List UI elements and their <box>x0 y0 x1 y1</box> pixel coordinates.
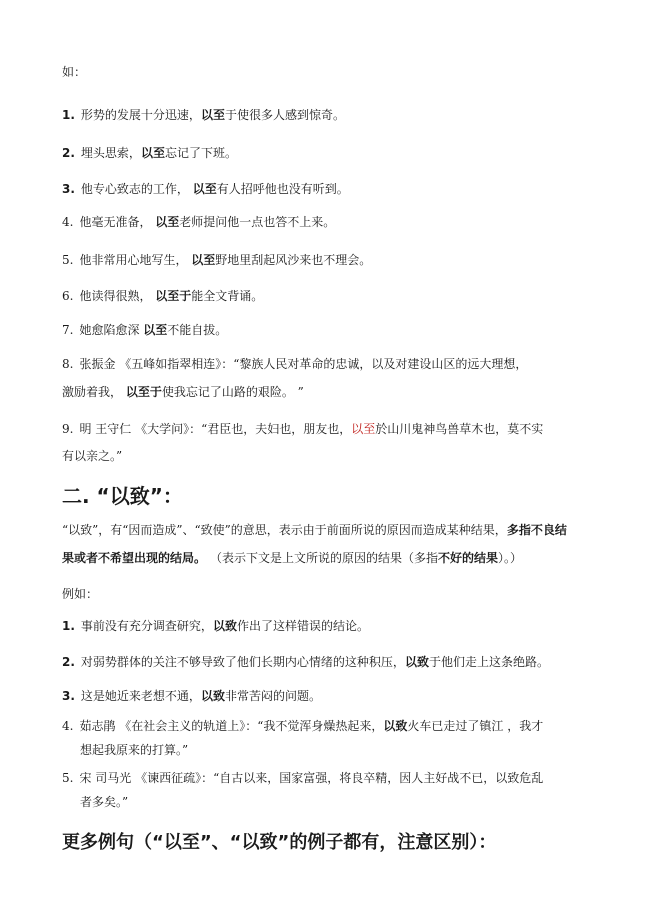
list-item-continuation <box>80 790 610 814</box>
item-text: 老师提问他一点也答不上来。 <box>179 215 336 229</box>
item-text: 他读得很熟， <box>79 289 156 303</box>
keyword: 以至于 <box>155 289 192 303</box>
item-text: 他非常用心地写生， <box>79 253 192 267</box>
item-text: 火车已走过了镇江 ，我才 <box>407 719 544 733</box>
item-text: 不能自拔。 <box>167 323 228 337</box>
keyword: 以至 <box>200 108 225 122</box>
item-number: 5. <box>62 771 74 785</box>
item-text: 有以亲之。” <box>62 449 123 463</box>
desc-text: “以致”，有“因而造成”、“致使”的意思，表示由于前面所说的原因而造成某种结果， <box>62 523 507 537</box>
list-item-continuation <box>80 738 610 762</box>
keyword: 以至 <box>155 215 180 229</box>
item-text: 宋 司马光 《谏西征疏》：“自古以来，国家富强，将良卒精，因人主好战不已，以致危乱 <box>79 771 544 785</box>
desc-emphasis: 多指不良结 <box>506 523 567 537</box>
item-text: 茹志鹃 《在社会主义的轨道上》：“我不觉浑身燥热起来， <box>79 719 384 733</box>
item-number: 8. <box>62 357 74 371</box>
section-heading: 二. “以致”： <box>62 484 183 508</box>
keyword: 以至 <box>140 146 165 160</box>
item-text: 激励着我， <box>62 385 126 399</box>
item-text: 有人招呼他也没有听到。 <box>216 182 349 196</box>
item-text: 使我忘记了山路的艰险。 ” <box>161 385 304 399</box>
item-text: 埋头思索， <box>80 146 141 160</box>
item-text: 野地里刮起风沙来也不理会。 <box>215 253 372 267</box>
desc-emphasis: 不好的结果 <box>438 551 499 565</box>
item-text: 事前没有充分调查研究， <box>80 619 213 633</box>
list-item-continuation <box>62 380 610 404</box>
item-number: 2. <box>62 655 75 669</box>
list-item <box>62 210 610 234</box>
item-text: 忘记了下班。 <box>164 146 237 160</box>
desc-text: （表示下文是上文所说的原因的结果（多指 <box>216 551 439 565</box>
list-item-continuation <box>62 444 610 468</box>
desc-text: ）。） <box>498 551 523 565</box>
list-item <box>62 284 610 308</box>
item-text: 者多矣。” <box>80 795 129 809</box>
item-number: 3. <box>62 689 75 703</box>
list-item <box>62 766 610 790</box>
list-item <box>62 248 610 272</box>
item-text: 于他们走上这条绝路。 <box>428 655 549 669</box>
section-description <box>62 546 610 570</box>
item-text: 他毫无准备， <box>79 215 156 229</box>
keyword: 以致 <box>383 719 408 733</box>
keyword: 以致 <box>404 655 429 669</box>
desc-emphasis: 果或者不希望出现的结局。 <box>62 551 207 565</box>
list-item <box>62 141 610 165</box>
section-description <box>62 518 610 542</box>
item-number: 3. <box>62 182 75 196</box>
item-number: 5. <box>62 253 74 267</box>
keyword: 以至于 <box>125 385 162 399</box>
list-item <box>62 614 610 638</box>
keyword: 以至 <box>143 323 168 337</box>
item-text: 於山川鬼神鸟兽草木也，莫不实 <box>375 422 544 436</box>
list-item <box>62 650 610 674</box>
item-number: 1. <box>62 108 75 122</box>
item-text: 对弱势群体的关注不够导致了他们长期内心情绪的这种积压， <box>80 655 405 669</box>
more-examples-heading: 更多例句（“以至”、“以致”的例子都有，注意区别）： <box>62 832 497 853</box>
list-item <box>62 352 610 376</box>
keyword: 以致 <box>200 689 225 703</box>
item-number: 4. <box>62 719 74 733</box>
keyword: 以致 <box>212 619 237 633</box>
keyword-highlight: 以至 <box>351 422 376 436</box>
item-text: 形势的发展十分迅速， <box>80 108 201 122</box>
intro-label: 如： <box>62 65 87 79</box>
example-label: 例如： <box>62 587 99 601</box>
item-text: 想起我原来的打算。” <box>80 743 189 757</box>
item-number: 1. <box>62 619 75 633</box>
list-item <box>62 318 610 342</box>
item-number: 9. <box>62 422 74 436</box>
item-text: 于使很多人感到惊奇。 <box>224 108 345 122</box>
item-number: 4. <box>62 215 74 229</box>
item-text: 能全文背诵。 <box>191 289 264 303</box>
item-text: 张振金 《五峰如指翠相连》：“黎族人民对革命的忠诚，以及对建设山区的远大理想， <box>79 357 528 371</box>
list-item <box>62 684 610 708</box>
list-item <box>62 177 610 201</box>
item-text: 他专心致志的工作， <box>80 182 193 196</box>
item-text: 非常苦闷的问题。 <box>224 689 321 703</box>
keyword: 以至 <box>191 253 216 267</box>
list-item <box>62 714 610 738</box>
item-text: 作出了这样错误的结论。 <box>236 619 369 633</box>
list-item <box>62 417 610 441</box>
item-text: 明 王守仁 《大学问》：“君臣也，夫妇也，朋友也， <box>79 422 352 436</box>
item-number: 2. <box>62 146 75 160</box>
item-number: 7. <box>62 323 74 337</box>
item-text: 这是她近来老想不通， <box>80 689 201 703</box>
list-item <box>62 103 610 127</box>
item-number: 6. <box>62 289 74 303</box>
item-text: 她愈陷愈深 <box>79 323 144 337</box>
keyword: 以至 <box>192 182 217 196</box>
